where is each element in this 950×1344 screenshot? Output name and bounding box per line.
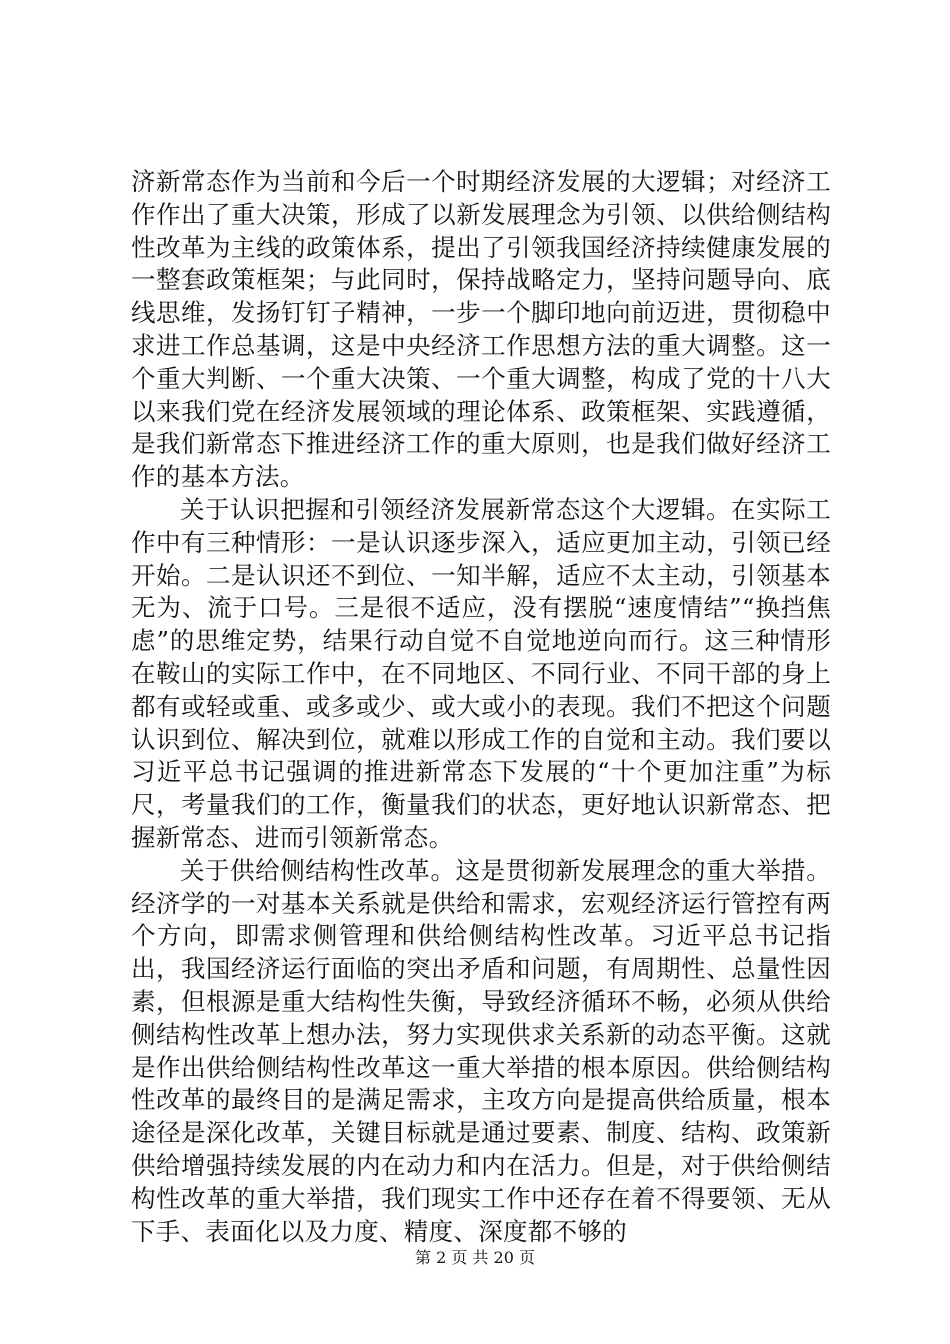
document-body [131,166,831,1248]
page-number-footer: 第 2 页 共 20 页 [415,1248,535,1267]
paragraph-3: 关于供给侧结构性改革。这是贯彻新发展理念的重大举措。经济学的一对基本关系就是供给和需求，宏观经济运行管控有两个方向，即需求侧管理和供给侧结构性改革。习近平总书记指出，我国经济运行面临的突出矛盾和问题，有周期性、总量性因素，但根源是重大结构性失衡，导致经济循环不畅，必须从供给侧结构性改革上想办法，努力实现供求关系新的动态平衡。这就是作出供给侧结构性改革这一重大举措的根本原因。供给侧结构性改革的最终目的是满足需求，主攻方向是提高供给质量，根本途径是深化改革，关键目标就是通过要素、制度、结构、政策新供给增强持续发展的内在动力和内在活力。但是，对于供给侧结构性改革的重大举措，我们现实工作中还存在着不得要领、无从下手、表面化以及力度、精度、深度都不够的 [131,855,831,1246]
paragraph-1: 济新常态作为当前和今后一个时期经济发展的大逻辑；对经济工作作出了重大决策，形成了以新发展理念为引领、以供给侧结构性改革为主线的政策体系，提出了引领我国经济持续健康发展的一整套政策框架；与此同时，保持战略定力，坚持问题导向、底线思维，发扬钉钉子精神，一步一个脚印地向前迈进，贯彻稳中求进工作总基调，这是中央经济工作思想方法的重大调整。这一个重大判断、一个重大决策、一个重大调整，构成了党的十八大以来我们党在经济发展领域的理论体系、政策框架、实践遵循，是我们新常态下推进经济工作的重大原则，也是我们做好经济工作的基本方法。 [131,167,831,492]
paragraph-2: 关于认识把握和引领经济发展新常态这个大逻辑。在实际工作中有三种情形：一是认识逐步深入，适应更加主动，引领已经开始。二是认识还不到位、一知半解，适应不太主动，引领基本无为、流于口号。三是很不适应，没有摆脱“速度情结”“换挡焦虑”的思维定势，结果行动自觉不自觉地逆向而行。这三种情形在鞍山的实际工作中，在不同地区、不同行业、不同干部的身上都有或轻或重、或多或少、或大或小的表现。我们不把这个问题认识到位、解决到位，就难以形成工作的自觉和主动。我们要以习近平总书记强调的推进新常态下发展的“十个更加注重”为标尺，考量我们的工作，衡量我们的状态，更好地认识新常态、把握新常态、进而引领新常态。 [131,494,832,852]
